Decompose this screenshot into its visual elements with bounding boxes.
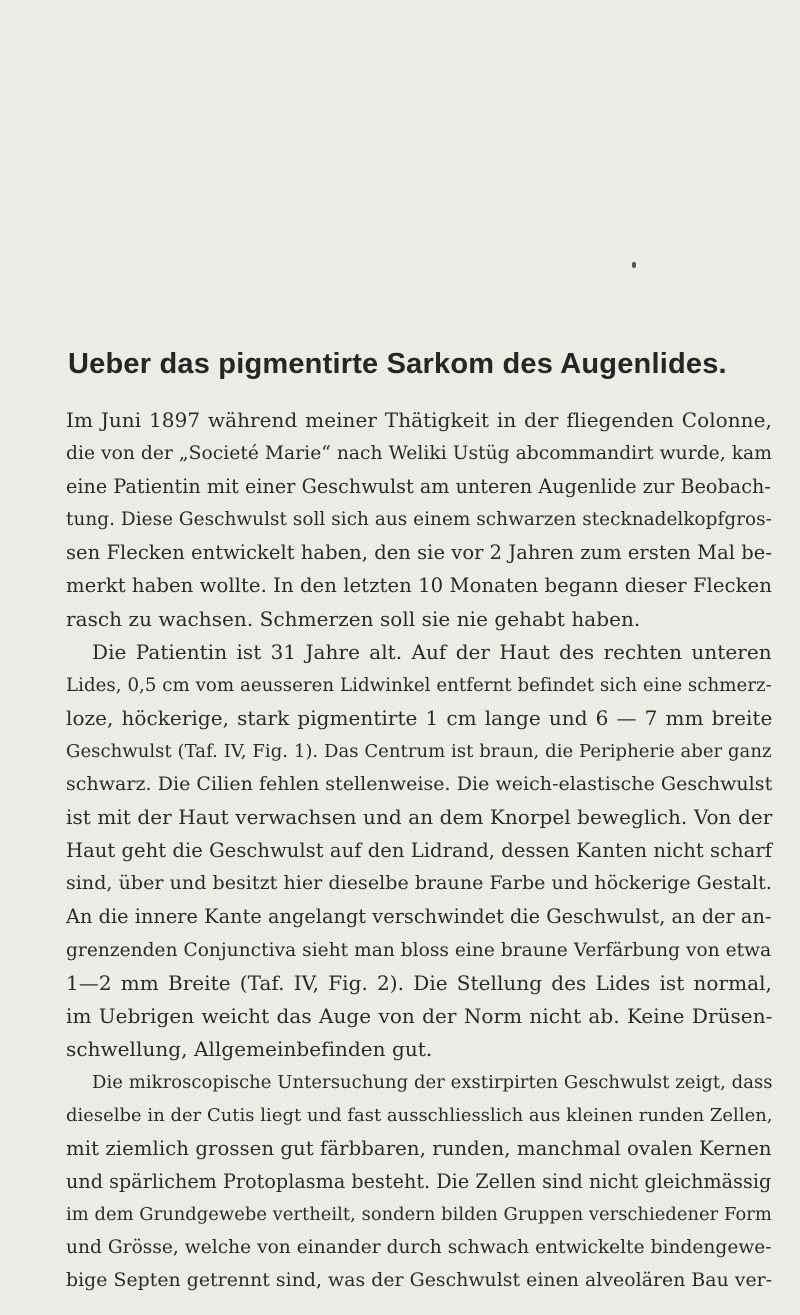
- text-line: die von der „Societé Marie“ nach Weliki Ustüg abcommandirt wurde, kam: [66, 443, 772, 465]
- text-line: bige Septen getrennt sind, was der Geschwulst einen alveolären Bau ver-: [66, 1270, 773, 1292]
- text-line: sind, über und besitzt hier dieselbe braune Farbe und höckerige Gestalt.: [66, 872, 772, 895]
- article-body: [66, 404, 772, 1298]
- text-line: dieselbe in der Cutis liegt und fast ausschliesslich aus kleinen runden Zellen,: [66, 1104, 773, 1126]
- text-line: 1—2 mm Breite (Taf. IV, Fig. 2). Die Stellung des Lides ist normal,: [66, 970, 772, 995]
- text-line: grenzenden Conjunctiva sieht man bloss eine braune Verfärbung von etwa: [66, 939, 772, 961]
- text-line: und Grösse, welche von einander durch schwach entwickelte bindengewe-: [66, 1237, 772, 1259]
- text-line: schwellung, Allgemeinbefinden gut.: [66, 1036, 433, 1061]
- text-line: ist mit der Haut verwachsen und an dem Knorpel beweglich. Von der: [66, 805, 773, 830]
- text-line: Die mikroscopische Untersuchung der exstirpirten Geschwulst zeigt, dass: [92, 1071, 773, 1093]
- text-line: schwarz. Die Cilien fehlen stellenweise. Die weich-elastische Geschwulst: [66, 773, 773, 796]
- text-line: Haut geht die Geschwulst auf den Lidrand, dessen Kanten nicht scharf: [66, 839, 773, 863]
- text-line: tung. Diese Geschwulst soll sich aus einem schwarzen stecknadelkopfgros-: [66, 509, 772, 531]
- text-line: Die Patientin ist 31 Jahre alt. Auf der Haut des rechten unteren: [92, 639, 772, 664]
- text-line: merkt haben wollte. In den letzten 10 Monaten begann dieser Flecken: [66, 574, 772, 598]
- article-title: Ueber das pigmentirte Sarkom des Augenlides.: [68, 348, 727, 380]
- text-line: Im Juni 1897 während meiner Thätigkeit in der fliegenden Colonne,: [66, 408, 772, 432]
- text-line: Geschwulst (Taf. IV, Fig. 1). Das Centrum ist braun, die Peripherie aber ganz: [66, 740, 772, 762]
- text-line: sen Flecken entwickelt haben, den sie vor 2 Jahren zum ersten Mal be-: [66, 541, 772, 565]
- text-line: loze, höckerige, stark pigmentirte 1 cm lange und 6 — 7 mm breite: [66, 705, 773, 730]
- text-line: Lides, 0,5 cm vom aeusseren Lidwinkel entfernt befindet sich eine schmerz-: [66, 674, 772, 696]
- text-line: rasch zu wachsen. Schmerzen soll sie nie gehabt haben.: [66, 606, 641, 631]
- text-line: An die innere Kante angelangt verschwindet die Geschwulst, an der an-: [66, 905, 772, 929]
- text-line: mit ziemlich grossen gut färbbaren, runden, manchmal ovalen Kernen: [66, 1137, 772, 1161]
- text-line: im Uebrigen weicht das Auge von der Norm nicht ab. Keine Drüsen-: [66, 1003, 773, 1028]
- text-line: im dem Grundgewebe vertheilt, sondern bilden Gruppen verschiedener Form: [66, 1204, 772, 1226]
- text-line: eine Patientin mit einer Geschwulst am unteren Augenlide zur Beobach-: [66, 475, 771, 499]
- text-line: und spärlichem Protoplasma besteht. Die Zellen sind nicht gleichmässig: [66, 1170, 772, 1194]
- ink-speck: [632, 262, 636, 268]
